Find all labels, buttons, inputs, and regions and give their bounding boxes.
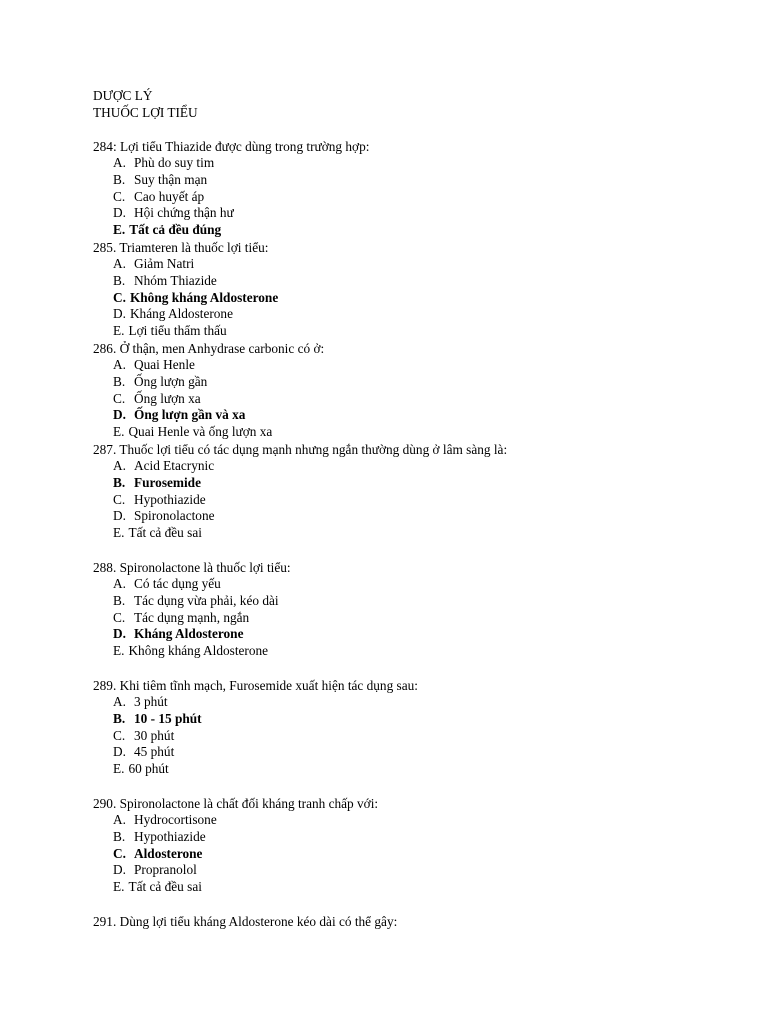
question-stem: 284: Lợi tiểu Thiazide được dùng trong trường hợp: (93, 139, 370, 154)
option-letter: E. (113, 761, 125, 777)
answer-option (93, 492, 728, 509)
answer-option (93, 424, 728, 441)
answer-option (93, 862, 728, 879)
option-letter: C. (113, 188, 126, 204)
question-block (93, 138, 728, 239)
option-text: Propranolol (134, 862, 197, 878)
answer-option (93, 525, 728, 542)
option-letter: B. (113, 710, 126, 726)
option-letter: A. (113, 575, 126, 591)
option-letter: D. (113, 508, 126, 524)
question-stem: 287. Thuốc lợi tiểu có tác dụng mạnh nhưng ngắn thường dùng ở lâm sàng là: (93, 441, 508, 457)
answer-option (93, 172, 728, 189)
answer-option (93, 744, 728, 761)
answer-option (93, 189, 728, 206)
option-text: Acid Etacrynic (134, 457, 215, 473)
option-letter: B. (113, 828, 126, 844)
answer-option (93, 306, 728, 323)
question-block (93, 239, 728, 340)
option-letter: C. (113, 289, 126, 305)
option-letter: D. (113, 626, 126, 642)
answer-option (93, 829, 728, 846)
question-stem: 288. Spironolactone là thuốc lợi tiểu: (93, 559, 291, 575)
option-text: Aldosterone (134, 845, 203, 861)
answer-option (93, 879, 728, 896)
answer-option-correct (93, 846, 728, 863)
option-text: Tất cả đều sai (128, 879, 202, 895)
option-letter: D. (113, 744, 126, 760)
question-stem: 289. Khi tiêm tĩnh mạch, Furosemide xuất hiện tác dụng sau: (93, 677, 418, 693)
answer-option (93, 391, 728, 408)
option-letter: D. (113, 205, 126, 221)
subject-title: DƯỢC LÝ (93, 88, 153, 103)
option-text: Quai Henle và ống lượn xa (128, 424, 273, 440)
option-text: Hydrocortisone (134, 811, 217, 827)
option-text: Hypothiazide (134, 828, 206, 844)
option-letter: E. (113, 879, 125, 895)
answer-option (93, 256, 728, 273)
question-stem: 290. Spironolactone là chất đối kháng tranh chấp với: (93, 795, 379, 811)
option-letter: B. (113, 474, 126, 490)
answer-option (93, 155, 728, 172)
option-letter: E. (113, 222, 126, 238)
option-text: Kháng Aldosterone (129, 306, 233, 322)
option-letter: C. (113, 491, 126, 507)
option-letter: C. (113, 390, 126, 406)
answer-option (93, 273, 728, 290)
option-text: Có tác dụng yếu (134, 575, 221, 591)
answer-option (93, 694, 728, 711)
option-text: Ống lượn xa (134, 390, 201, 406)
option-letter: A. (113, 356, 126, 372)
answer-option (93, 205, 728, 222)
option-letter: C. (113, 845, 126, 861)
question-block (93, 559, 728, 660)
question-stem: 291. Dùng lợi tiểu kháng Aldosterone kéo dài có thể gây: (93, 913, 398, 929)
answer-option (93, 610, 728, 627)
option-letter: D. (113, 407, 126, 423)
option-text: Ống lượn gần (134, 373, 208, 389)
option-text: Furosemide (134, 474, 201, 490)
option-text: Hypothiazide (134, 491, 206, 507)
option-letter: D. (113, 306, 126, 322)
answer-option (93, 508, 728, 525)
option-text: Tất cả đều đúng (129, 222, 222, 238)
option-letter: E. (113, 323, 125, 339)
option-letter: A. (113, 255, 126, 271)
answer-option (93, 374, 728, 391)
answer-option (93, 357, 728, 374)
question-block (93, 441, 728, 542)
option-text: 30 phút (134, 727, 175, 743)
option-letter: E. (113, 643, 125, 659)
option-text: Quai Henle (134, 356, 195, 372)
document-header (93, 87, 198, 121)
answer-option-correct (93, 407, 728, 424)
option-letter: D. (113, 862, 126, 878)
answer-option-correct (93, 711, 728, 728)
option-letter: B. (113, 171, 126, 187)
question-block (93, 795, 728, 896)
option-letter: A. (113, 693, 126, 709)
topic-title: THUỐC LỢI TIỂU (93, 105, 198, 120)
option-letter: A. (113, 811, 126, 827)
option-text: 45 phút (134, 744, 175, 760)
question-block (93, 677, 728, 778)
option-letter: A. (113, 457, 126, 473)
option-text: Spironolactone (134, 508, 215, 524)
option-letter: A. (113, 155, 126, 170)
answer-option-correct (93, 475, 728, 492)
question-stem: 285. Triamteren là thuốc lợi tiểu: (93, 239, 269, 255)
option-letter: B. (113, 373, 126, 389)
option-text: Ống lượn gần và xa (134, 407, 246, 423)
option-text: Không kháng Aldosterone (129, 289, 279, 305)
answer-option (93, 323, 728, 340)
option-letter: E. (113, 424, 125, 440)
answer-option (93, 576, 728, 593)
option-text: 60 phút (128, 761, 169, 777)
answer-option-correct (93, 290, 728, 307)
option-text: Tác dụng mạnh, ngắn (134, 609, 250, 625)
option-text: Giảm Natri (134, 255, 195, 271)
answer-option (93, 812, 728, 829)
question-list (93, 138, 728, 930)
option-letter: C. (113, 609, 126, 625)
answer-option (93, 458, 728, 475)
answer-option (93, 593, 728, 610)
answer-option (93, 761, 728, 778)
question-stem: 286. Ở thận, men Anhydrase carbonic có ở: (93, 340, 325, 356)
answer-option-correct (93, 222, 728, 239)
option-letter: E. (113, 525, 125, 541)
option-text: Tác dụng vừa phải, kéo dài (134, 592, 279, 608)
question-block (93, 340, 728, 441)
answer-option-correct (93, 626, 728, 643)
option-text: 3 phút (134, 693, 168, 709)
option-text: Phù do suy tim (134, 155, 215, 170)
option-text: Cao huyết áp (134, 188, 205, 204)
question-block (93, 913, 728, 930)
answer-option (93, 643, 728, 660)
option-text: Lợi tiểu thẩm thấu (128, 323, 227, 339)
option-text: Hội chứng thận hư (134, 205, 234, 221)
answer-option (93, 728, 728, 745)
option-text: Tất cả đều sai (128, 525, 202, 541)
option-text: 10 - 15 phút (134, 710, 202, 726)
option-letter: B. (113, 272, 126, 288)
option-text: Không kháng Aldosterone (128, 643, 269, 659)
option-text: Nhóm Thiazide (134, 272, 217, 288)
option-letter: B. (113, 592, 126, 608)
option-text: Suy thận mạn (134, 171, 208, 187)
option-letter: C. (113, 727, 126, 743)
option-text: Kháng Aldosterone (134, 626, 244, 642)
